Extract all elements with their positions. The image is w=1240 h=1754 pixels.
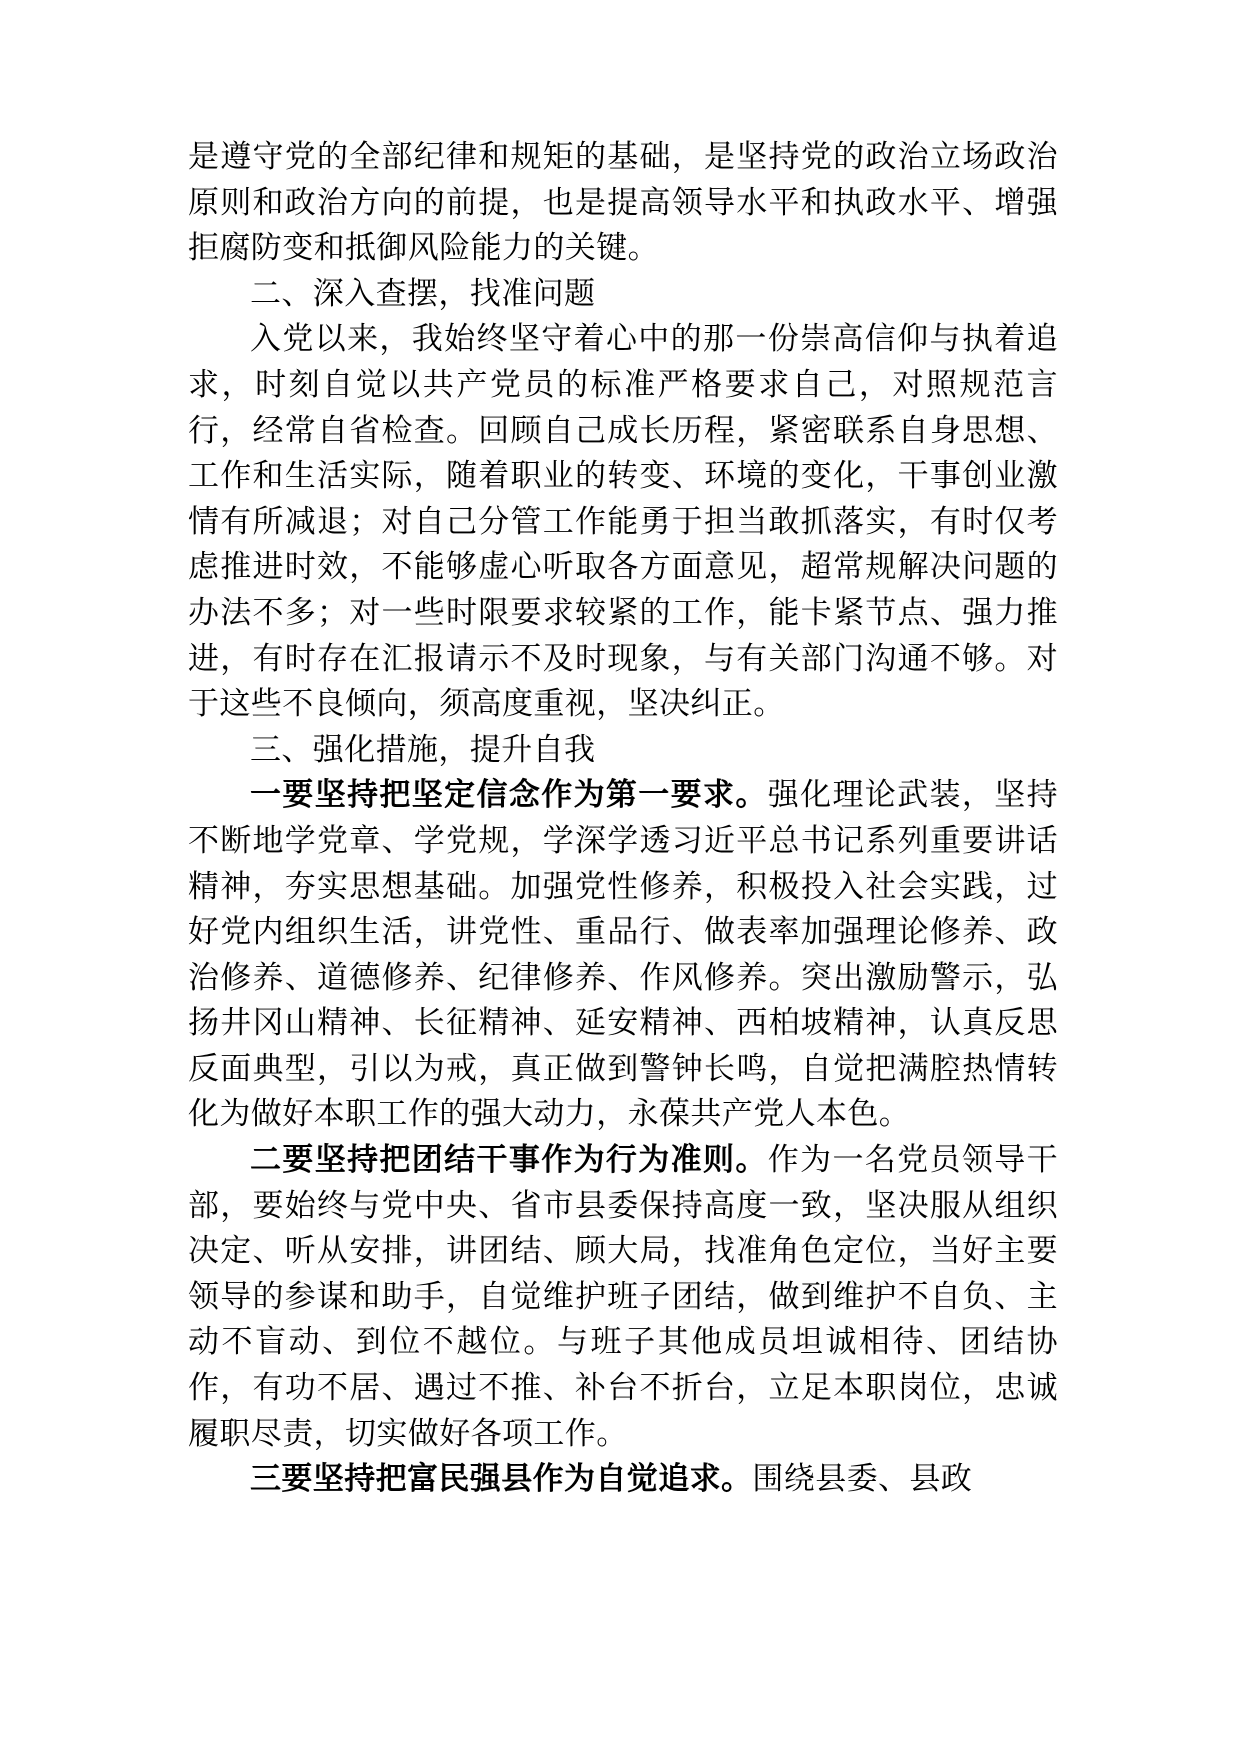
measure-paragraph bbox=[188, 773, 1058, 1138]
heading-text: 三、强化措施，提升自我 bbox=[250, 731, 596, 768]
paragraph-text: 是遵守党的全部纪律和规矩的基础，是坚持党的政治立场政治原则和政治方向的前提，也是提高领导水平和执政水平、增强拒腐防变和抵御风险能力的关键。 bbox=[188, 139, 1058, 267]
heading-text: 二、深入查摆，找准问题 bbox=[250, 275, 596, 312]
measure-paragraph bbox=[188, 1138, 1058, 1457]
body-paragraph bbox=[188, 317, 1058, 727]
section-heading bbox=[188, 728, 1058, 774]
document-page bbox=[188, 135, 1058, 1503]
paragraph-text: 作为一名党员领导干部，要始终与党中央、省市县委保持高度一致，坚决服从组织决定、听从安排，讲团结、顾大局，找准角色定位，当好主要领导的参谋和助手，自觉维护班子团结，做到维护不自负、主动不盲动、到位不越位。与班子其他成员坦诚相待、团结协作，有功不居、遇过不推、补台不折台，立足本职岗位，忠诚履职尽责，切实做好各项工作。 bbox=[188, 1142, 1058, 1452]
section-heading bbox=[188, 272, 1058, 318]
body-paragraph bbox=[188, 135, 1058, 272]
paragraph-text: 围绕县委、县政 bbox=[752, 1461, 973, 1498]
measure-paragraph bbox=[188, 1457, 1058, 1503]
paragraph-text: 入党以来，我始终坚守着心中的那一份崇高信仰与执着追求，时刻自觉以共产党员的标准严格要求自己，对照规范言行，经常自省检查。回顾自己成长历程，紧密联系自身思想、工作和生活实际，随着职业的转变、环境的变化，干事创业激情有所减退；对自己分管工作能勇于担当敢抓落实，有时仅考虑推进时效，不能够虚心听取各方面意见，超常规解决问题的办法不多；对一些时限要求较紧的工作，能卡紧节点、强力推进，有时存在汇报请示不及时现象，与有关部门沟通不够。对于这些不良倾向，须高度重视，坚决纠正。 bbox=[188, 321, 1058, 723]
paragraph-text: 强化理论武装，坚持不断地学党章、学党规，学深学透习近平总书记系列重要讲话精神，夯实思想基础。加强党性修养，积极投入社会实践，过好党内组织生活，讲党性、重品行、做表率加强理论修养、政治修养、道德修养、纪律修养、作风修养。突出激励警示，弘扬井冈山精神、长征精神、延安精神、西柏坡精神，认真反思反面典型，引以为戒，真正做到警钟长鸣，自觉把满腔热情转化为做好本职工作的强大动力，永葆共产党人本色。 bbox=[188, 777, 1058, 1133]
paragraph-lead: 一要坚持把坚定信念作为第一要求。 bbox=[250, 777, 768, 814]
paragraph-lead: 三要坚持把富民强县作为自觉追求。 bbox=[250, 1461, 753, 1498]
paragraph-lead: 二要坚持把团结干事作为行为准则。 bbox=[250, 1142, 768, 1179]
